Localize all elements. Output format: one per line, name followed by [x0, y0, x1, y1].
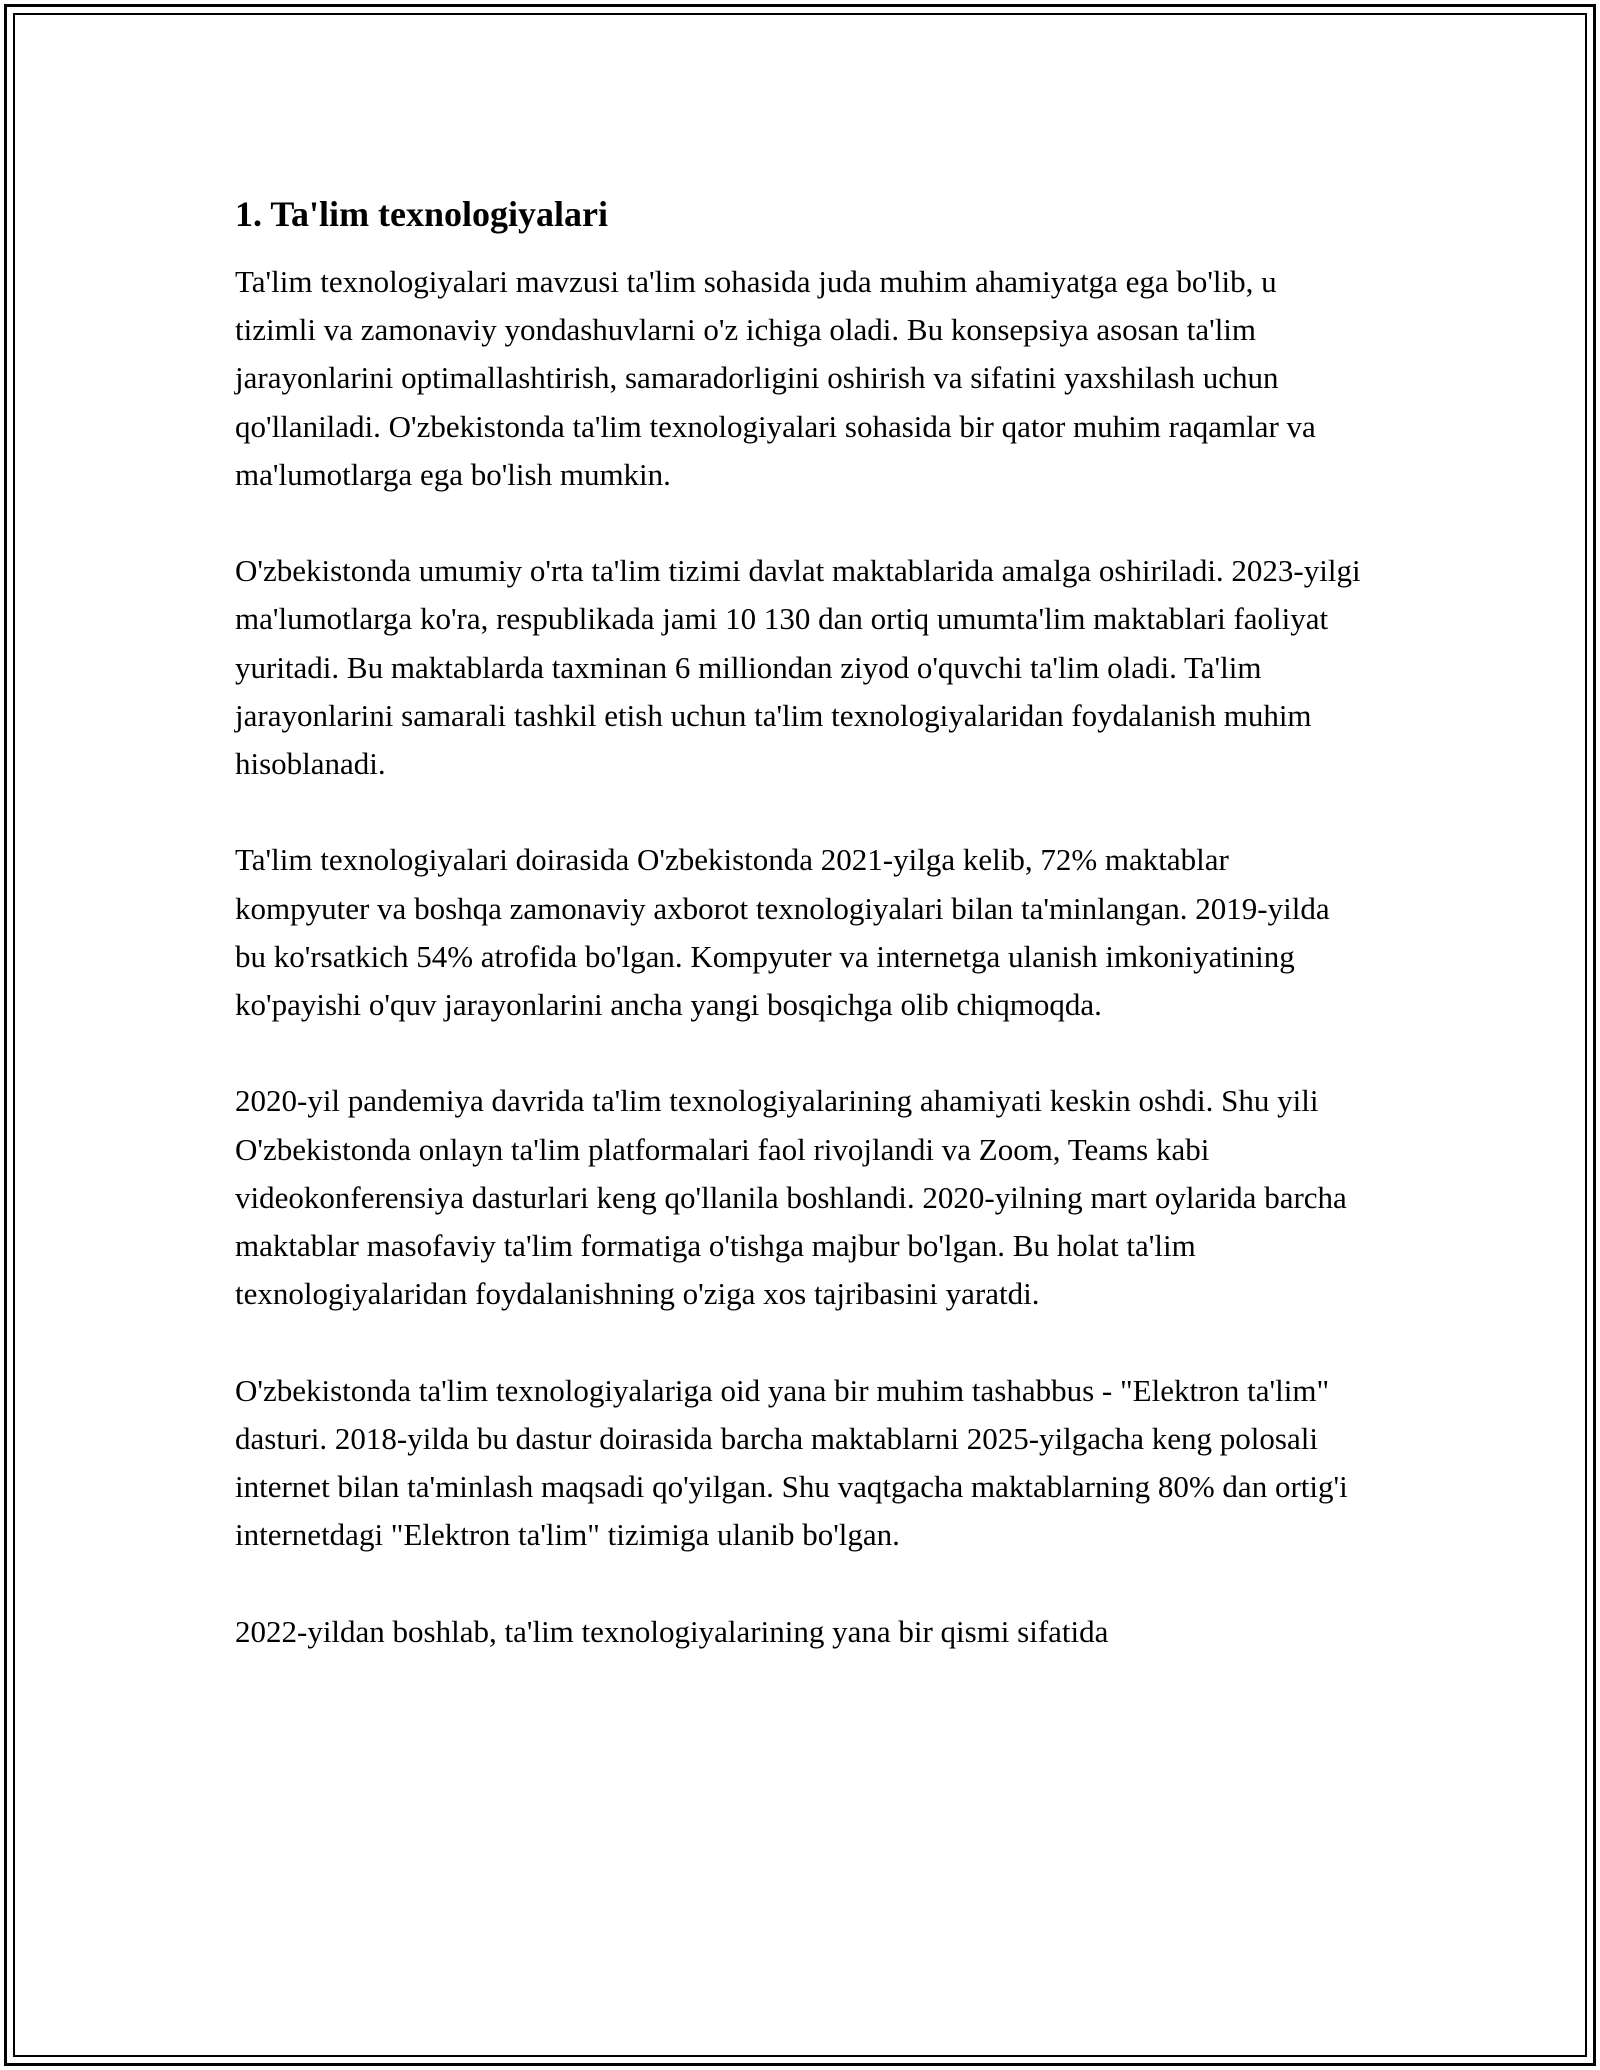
- paragraph-intro: Ta'lim texnologiyalari mavzusi ta'lim sohasida juda muhim ahamiyatga ega bo'lib, u tizimli va zamonaviy yondashuvlarni o'z ichiga oladi. Bu konsepsiya asosan ta'lim jarayonlarini optimallashtirish, samaradorligini oshirish va sifatini yaxshilash uchun qo'llaniladi. O'zbekistonda ta'lim texnologiyalari sohasida bir qator muhim raqamlar va ma'lumotlarga ega bo'lish mumkin.: [235, 264, 1316, 492]
- paragraph-2022: 2022-yildan boshlab, ta'lim texnologiyalarining yana bir qismi sifatida: [235, 1613, 1109, 1649]
- document-body: [235, 190, 1365, 1704]
- paragraph-pandemic: 2020-yil pandemiya davrida ta'lim texnologiyalarining ahamiyati keskin oshdi. Shu yili O'zbekistonda onlayn ta'lim platformalari faol rivojlandi va Zoom, Teams kabi videokonferensiya dasturlari keng qo'llanila boshlandi. 2020-yilning mart oylarida barcha maktablar masofaviy ta'lim formatiga o'tishga majbur bo'lgan. Bu holat ta'lim texnologiyalaridan foydalanishning o'ziga xos tajribasini yaratdi.: [235, 1083, 1347, 1312]
- paragraph-elektron-talim: O'zbekistonda ta'lim texnologiyalariga oid yana bir muhim tashabbus - "Elektron ta'lim" dasturi. 2018-yilda bu dastur doirasida barcha maktablarni 2025-yilgacha keng polosali internet bilan ta'minlash maqsadi qo'yilgan. Shu vaqtgacha maktablarning 80% dan ortig'i internetdagi "Elektron ta'lim" tizimiga ulanib bo'lgan.: [235, 1372, 1348, 1553]
- paragraph-schools: O'zbekistonda umumiy o'rta ta'lim tizimi davlat maktablarida amalga oshiriladi. 2023-yilgi ma'lumotlarga ko'ra, respublikada jami 10 130 dan ortiq umumta'lim maktablari faoliyat yuritadi. Bu maktablarda taxminan 6 milliondan ziyod o'quvchi ta'lim oladi. Ta'lim jarayonlarini samarali tashkil etish uchun ta'lim texnologiyalaridan foydalanish muhim hisoblanadi.: [235, 553, 1361, 782]
- section-heading: 1. Ta'lim texnologiyalari: [235, 194, 609, 234]
- paragraph-computers: Ta'lim texnologiyalari doirasida O'zbekistonda 2021-yilga kelib, 72% maktablar kompyuter va boshqa zamonaviy axborot texnologiyalari bilan ta'minlangan. 2019-yilda bu ko'rsatkich 54% atrofida bo'lgan. Kompyuter va internetga ulanish imkoniyatining ko'payishi o'quv jarayonlarini ancha yangi bosqichga olib chiqmoqda.: [235, 842, 1330, 1023]
